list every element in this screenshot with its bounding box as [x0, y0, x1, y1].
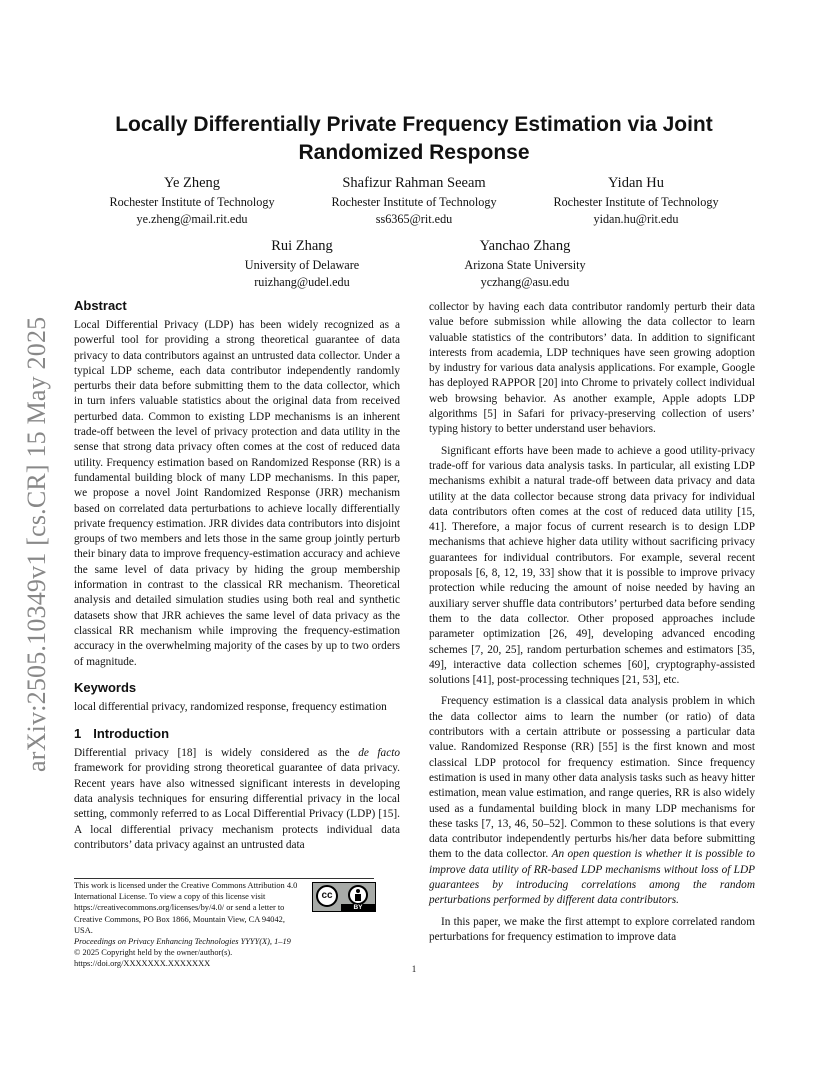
license-text: This work is licensed under the Creative Commons Attribution 4.0 International License. To view a copy of this license visit https://creativecommons.org/licenses/by/4.0/ or send a letter to Creative Commons, PO Box 1866, Mountain View, CA 94042, USA. — [74, 881, 298, 935]
intro-text-segment: Frequency estimation is a classical data analysis problem in which the data collector aims to learn the number (or ratio) of data contributors with a certain attribute or possessing a particular data value. Randomized Response (RR) [55] is the first known and most classical LDP protocol for frequency estimation. Since frequency estimation is used in many other data analysis tasks such as heavy hitter estimation, mean value estimation, and range queries, RR is also widely used as a fundamental building block in many LDP mechanisms for these tasks [7, 13, 46, 50–52]. Common to these solutions is that every data contributor independently perturbs his/her data before submitting them to the data collector. — [429, 695, 755, 861]
abstract-heading: Abstract — [74, 298, 127, 313]
page-number: 1 — [411, 964, 417, 974]
author-affiliation: Rochester Institute of Technology — [553, 195, 719, 209]
author-block — [184, 237, 420, 290]
section-title: Introduction — [93, 726, 170, 742]
left-column — [74, 298, 400, 853]
cc-by-license-badge — [312, 882, 376, 912]
keywords-text: local differential privacy, randomized response, frequency estimation — [74, 700, 387, 713]
author-block — [296, 174, 532, 227]
proceedings-line: Proceedings on Privacy Enhancing Technologies YYYY(X), 1–19 — [74, 937, 291, 947]
author-name: Yanchao Zhang — [479, 238, 571, 254]
paper-title: Locally Differentially Private Frequency Estimation via Joint Randomized Response — [115, 113, 713, 164]
introduction-paragraph: In this paper, we make the first attempt to explore correlated random perturbations for frequency estimation to improve data — [429, 915, 755, 943]
author-name: Rui Zhang — [271, 238, 333, 254]
author-name: Yidan Hu — [608, 175, 664, 191]
arxiv-identifier-text: arXiv:2505.10349v1 [cs.CR] 15 May 2025 — [22, 316, 51, 772]
section-heading-introduction — [74, 726, 400, 742]
author-block — [407, 237, 643, 290]
author-affiliation: Arizona State University — [464, 258, 586, 272]
footnote-divider — [74, 878, 374, 879]
author-email: yczhang@asu.edu — [480, 274, 570, 289]
by-label: BY — [341, 904, 375, 912]
intro-emphasis: An open question is whether it is possible to improve data utility of RR-based LDP mechanisms without loss of LDP guarantees by introducing correlations among the random perturbations performed by different data contributors. — [429, 848, 755, 907]
author-block — [518, 174, 754, 227]
author-name: Ye Zheng — [163, 175, 221, 191]
author-affiliation: Rochester Institute of Technology — [331, 195, 497, 209]
abstract-text: Local Differential Privacy (LDP) has been widely recognized as a powerful tool for providing a strong theoretical guarantee of data privacy to data contributors against an untrusted data collector. Under a typical LDP scheme, each data contributor independently randomly perturbs their data before submitting them to the data collector, which in turn infers valuable statistics about the original data from received perturbed data. Common to existing LDP mechanisms is an inherent trade-off between the level of privacy protection and data utility in the sense that strong data privacy often comes at the cost of reduced data utility. Frequency estimation based on Randomized Response (RR) is a fundamental building block of many LDP mechanisms. In this paper, we propose a novel Joint Randomized Response (JRR) mechanism based on correlated data perturbations to achieve locally differentially private frequency estimation. JRR divides data contributors into disjoint groups of two members and lets those in the same group jointly perturb their binary data to improve frequency-estimation accuracy and achieve the same level of data privacy by hiding the group membership information in contrast to the classical RR mechanism. Theoretical analysis and detailed simulation studies using both real and synthetic datasets show that JRR achieves the same level of data privacy as the classical RR mechanism while improving the frequency-estimation accuracy in the overwhelming majority of the cases by up to two orders of magnitude. — [74, 319, 400, 668]
creative-commons-icon: cc — [316, 885, 338, 907]
author-affiliation: Rochester Institute of Technology — [109, 195, 275, 209]
copyright-line: © 2025 Copyright held by the owner/author(s). — [74, 948, 233, 958]
author-affiliation: University of Delaware — [244, 258, 360, 272]
author-name: Shafizur Rahman Seeam — [342, 175, 486, 191]
introduction-paragraph — [429, 694, 755, 908]
introduction-paragraph: Significant efforts have been made to achieve a good utility-privacy trade-off for various data analysis tasks. In particular, all existing LDP mechanisms exhibit a natural trade-off between data privacy and data utility at the data collector because strong data privacy for individual data contributors often comes at the cost of reduced data utility [15, 41]. Therefore, a major focus of current research is to design LDP mechanisms that achieve higher data utility without sacrificing privacy guarantees for individual contributors. For example, several recent proposals [6, 8, 12, 19, 33] show that it is possible to improve privacy protection while reducing the amount of noise needed by having an auxiliary server shuffle data contributors’ perturbed data before sending them to the data collector. Other proposed approaches include parameter optimization [26, 49], developing advanced encoding schemes [7, 20, 25], random perturbation schemes and estimators [35, 49], interactive data collection schemes [60], cryptography-assisted solutions [41], post-processing techniques [21, 53], etc. — [429, 444, 755, 687]
author-email: ruizhang@udel.edu — [254, 274, 350, 289]
intro-emphasis: de facto — [358, 747, 401, 760]
keywords-heading: Keywords — [74, 679, 137, 695]
introduction-paragraph: collector by having each data contributor randomly perturb their data value before submission while allowing the data collector to learn valuable statistics of the contributors’ data. In addition to significant interests from academia, LDP techniques have seen growing adoption by industry for various data analysis applications. For example, Google has deployed RAPPOR [20] into Chrome to privately collect individual web browsing behavior. As another example, Apple adopts LDP algorithms [5] in Safari for privacy-preserving collection of users’ typing history to better understand user behaviors. — [429, 301, 755, 436]
intro-text-segment: Differential privacy [18] is widely considered as the — [74, 747, 359, 760]
section-number: 1 — [74, 726, 82, 742]
doi-line: https://doi.org/XXXXXXX.XXXXXXX — [74, 959, 211, 969]
right-column — [429, 300, 755, 945]
author-email: ss6365@rit.edu — [375, 211, 453, 226]
author-block — [74, 174, 310, 227]
introduction-paragraph — [74, 746, 400, 853]
arxiv-identifier-stamp — [18, 296, 58, 772]
intro-text-segment: framework for providing strong theoretical guarantee of data privacy. Recent years have also witnessed significant interests in developing data analysis techniques for ensuring differential privacy in the local setting, commonly referred to as Local Differential Privacy (LDP) [15]. A local differential privacy mechanism protects individual data contributors’ data privacy against an untrusted data — [74, 762, 400, 851]
author-email: yidan.hu@rit.edu — [593, 211, 679, 226]
attribution-person-icon — [348, 885, 368, 905]
author-email: ye.zheng@mail.rit.edu — [136, 211, 248, 226]
